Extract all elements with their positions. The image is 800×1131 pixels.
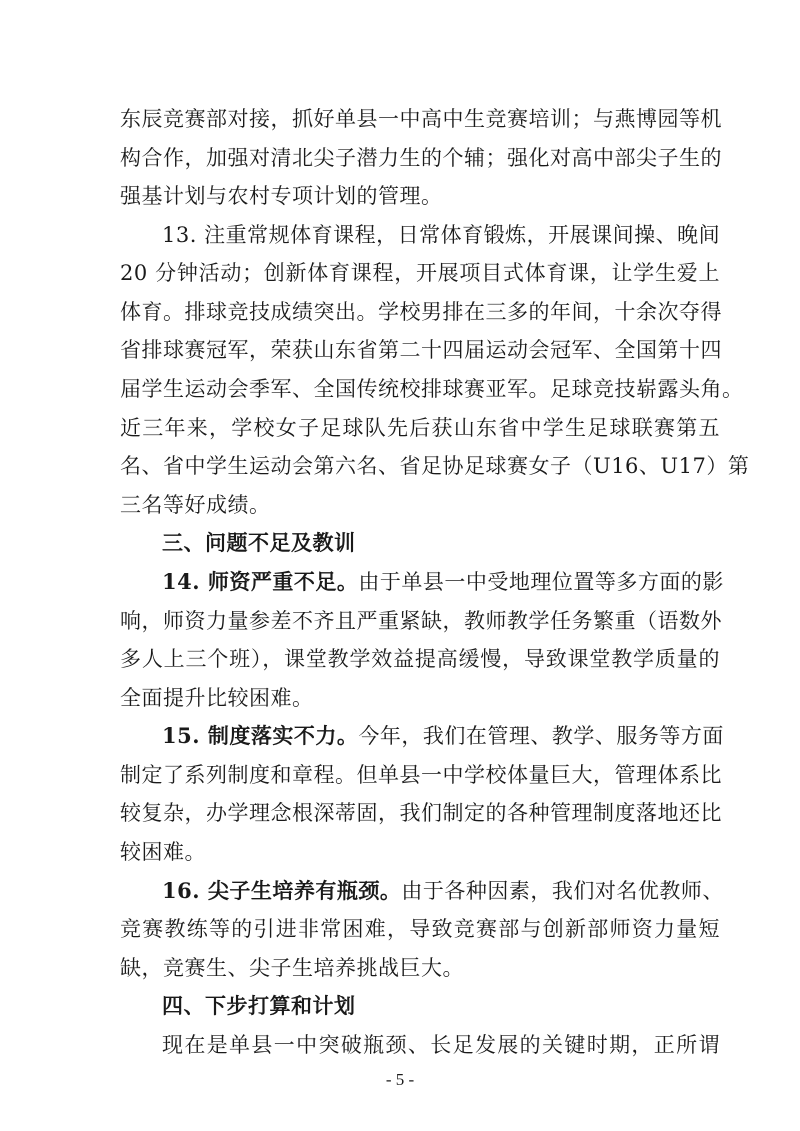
paragraph-line <box>162 721 724 751</box>
paragraph-line: 20 分钟活动；创新体育课程，开展项目式体育课，让学生爱上 <box>120 261 720 285</box>
page-number: - 5 - <box>385 1070 415 1089</box>
paragraph-line: 强基计划与农村专项计划的管理。 <box>120 184 443 208</box>
paragraph-line: 现在是单县一中突破瓶颈、长足发展的关键时期，正所谓 <box>162 1033 720 1057</box>
paragraph-line <box>162 876 724 906</box>
paragraph-line: 13. 注重常规体育课程，日常体育锻炼，开展课间操、晚间 <box>162 223 721 247</box>
paragraph-line: 近三年来，学校女子足球队先后获山东省中学生足球联赛第五 <box>120 416 720 440</box>
item-heading: 14. 师资严重不足。 <box>162 569 359 594</box>
paragraph-line: 三名等好成绩。 <box>120 493 271 517</box>
paragraph-line: 较困难。 <box>120 840 206 864</box>
item-text: 由于单县一中受地理位置等多方面的影 <box>358 570 724 594</box>
paragraph-line <box>162 567 724 597</box>
item-heading: 16. 尖子生培养有瓶颈。 <box>162 878 402 903</box>
item-text: 今年，我们在管理、教学、服务等方面 <box>358 724 724 748</box>
paragraph-line: 届学生运动会季军、全国传统校排球赛亚军。足球竞技崭露头角。 <box>120 377 744 401</box>
paragraph-line: 东辰竞赛部对接，抓好单县一中高中生竞赛培训；与燕博园等机 <box>120 107 722 131</box>
paragraph-line: 较复杂，办学理念根深蒂固，我们制定的各种管理制度落地还比 <box>120 801 722 825</box>
paragraph-line: 名、省中学生运动会第六名、省足协足球赛女子（U16、U17）第 <box>120 454 750 478</box>
paragraph-line: 响，师资力量参差不齐且严重紧缺，教师教学任务繁重（语数外 <box>120 609 722 633</box>
paragraph-line: 全面提升比较困难。 <box>120 686 314 710</box>
paragraph-line: 多人上三个班），课堂教学效益提高缓慢，导致课堂教学质量的 <box>120 647 720 671</box>
item-heading: 15. 制度落实不力。 <box>162 723 359 748</box>
paragraph-line: 构合作，加强对清北尖子潜力生的个辅；强化对高中部尖子生的 <box>120 146 722 170</box>
paragraph-line: 竞赛教练等的引进非常困难，导致竞赛部与创新部师资力量短 <box>120 917 720 941</box>
paragraph-line: 体育。排球竞技成绩突出。学校男排在三多的年间，十余次夺得 <box>120 300 722 324</box>
paragraph-line: 省排球赛冠军，荣获山东省第二十四届运动会冠军、全国第十四 <box>120 338 722 362</box>
paragraph-line: 缺，竞赛生、尖子生培养挑战巨大。 <box>120 956 464 980</box>
section-heading: 三、问题不足及教训 <box>162 530 356 555</box>
item-text: 由于各种因素，我们对名优教师、 <box>401 879 724 903</box>
paragraph-line: 制定了系列制度和章程。但单县一中学校体量巨大，管理体系比 <box>120 763 722 787</box>
section-heading: 四、下步打算和计划 <box>162 993 356 1018</box>
